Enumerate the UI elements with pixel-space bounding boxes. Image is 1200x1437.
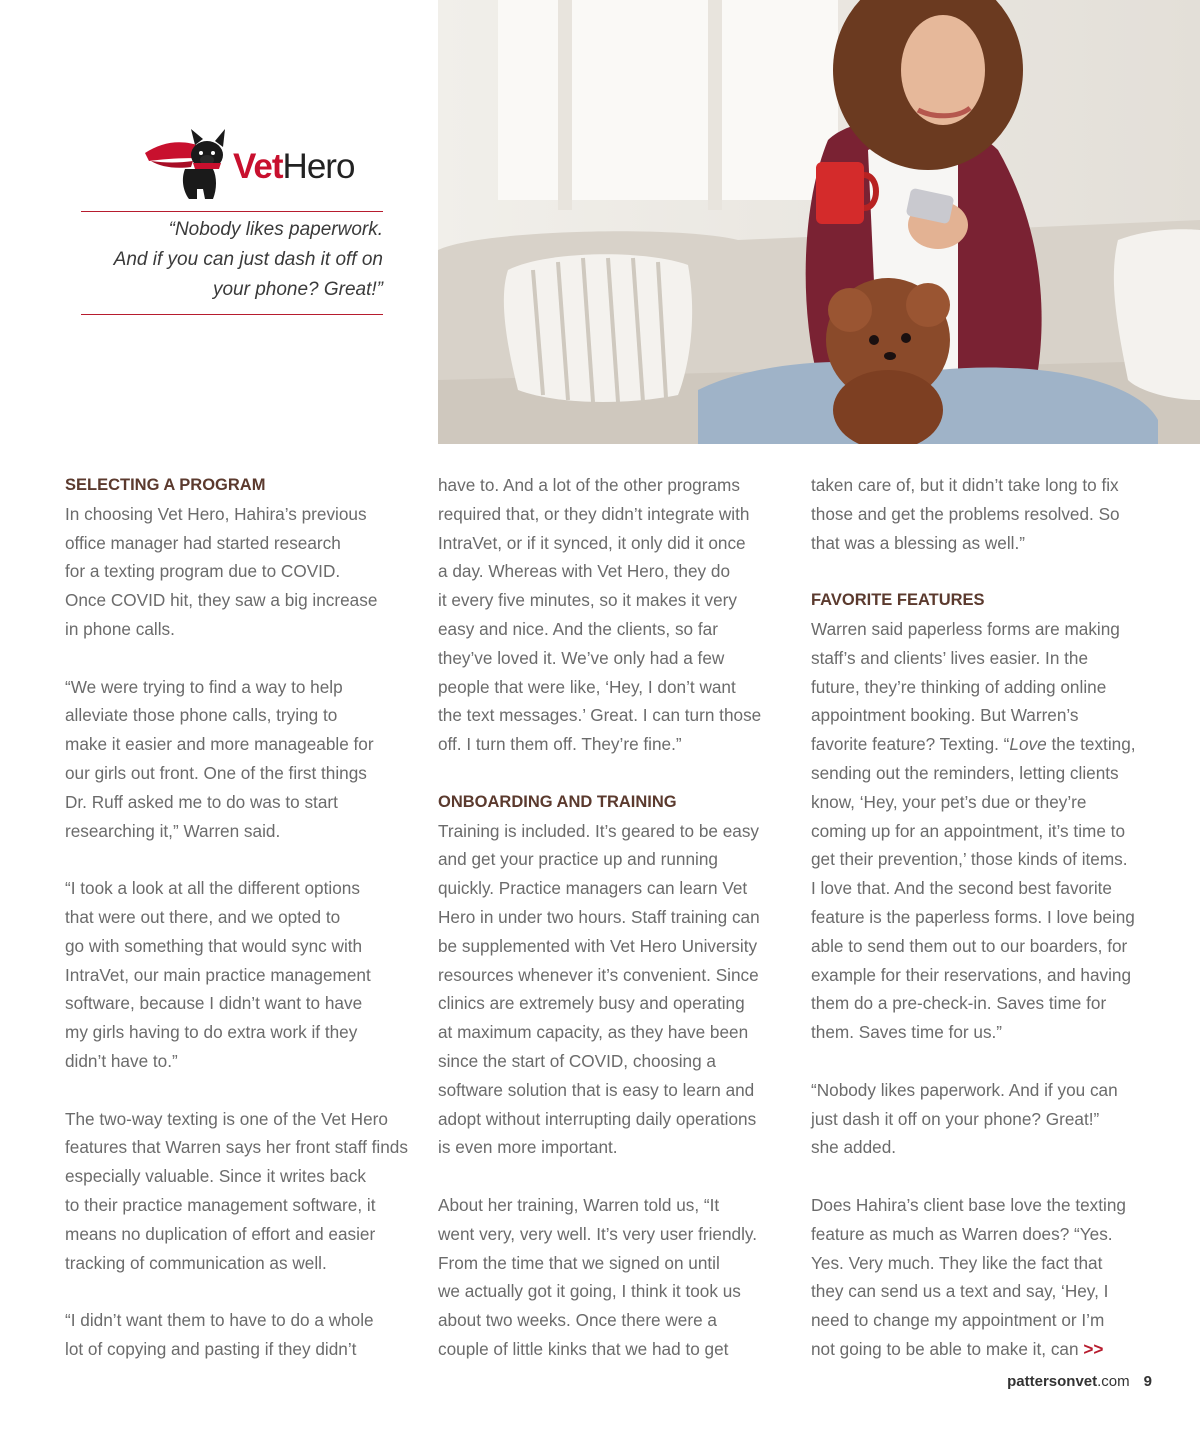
text-line: lot of copying and pasting if they didn’t: [65, 1338, 357, 1359]
text-line: that were out there, and we opted to: [65, 906, 341, 927]
footer-site-name: pattersonvet: [1007, 1373, 1098, 1390]
text-line: not going to be able to make it, can >>: [811, 1338, 1104, 1359]
text-line: coming up for an appointment, it’s time to: [811, 820, 1125, 841]
text-line: them do a pre-check-in. Saves time for: [811, 993, 1107, 1014]
paragraph-gap: [811, 1162, 1156, 1191]
text-line: those and get the problems resolved. So: [811, 503, 1120, 524]
text-line: didn’t have to.”: [65, 1050, 178, 1071]
paragraph-gap: [811, 557, 1156, 586]
text-line: “Nobody likes paperwork. And if you can: [811, 1079, 1118, 1100]
column-3: [811, 471, 1156, 1364]
text-line: “I took a look at all the different options: [65, 878, 360, 899]
page-number: 9: [1143, 1373, 1152, 1390]
text-line: Training is included. It’s geared to be easy: [438, 820, 760, 841]
text-line: researching it,” Warren said.: [65, 820, 281, 841]
text-line: IntraVet, or if it synced, it only did it once: [438, 532, 746, 553]
text-line: feature is the paperless forms. I love being: [811, 906, 1135, 927]
logo-vet: Vet: [233, 147, 283, 186]
text-line: Once COVID hit, they saw a big increase: [65, 590, 378, 611]
text-line: be supplemented with Vet Hero University: [438, 935, 758, 956]
text-line: sending out the reminders, letting clients: [811, 762, 1119, 783]
text-line: about two weeks. Once there were a: [438, 1310, 717, 1331]
logo-hero: Hero: [282, 147, 355, 186]
text-line: able to send them out to our boarders, for: [811, 935, 1128, 956]
text-line: favorite feature? Texting. “Love the texting,: [811, 734, 1136, 755]
text-line: office manager had started research: [65, 532, 341, 553]
text-line: appointment booking. But Warren’s: [811, 705, 1079, 726]
text-line: The two-way texting is one of the Vet Hero: [65, 1108, 388, 1129]
text-line: IntraVet, our main practice management: [65, 964, 371, 985]
paragraph-gap: [438, 1162, 783, 1191]
text-line: they’ve loved it. We’ve only had a few: [438, 647, 725, 668]
text-line: staff’s and clients’ lives easier. In the: [811, 647, 1089, 668]
paragraph-gap: [65, 644, 410, 673]
text-line: we actually got it going, I think it took us: [438, 1281, 741, 1302]
logo-wordmark: [233, 147, 354, 187]
text-line: in phone calls.: [65, 618, 175, 639]
text-line: go with something that would sync with: [65, 935, 363, 956]
emphasis: Love: [1009, 734, 1047, 755]
text-line: adopt without interrupting daily operations: [438, 1108, 757, 1129]
text-line: software, because I didn’t want to have: [65, 993, 363, 1014]
text-line: people that were like, ‘Hey, I don’t want: [438, 676, 736, 697]
caped-dog-icon: [145, 127, 235, 205]
section-heading: SELECTING A PROGRAM: [65, 476, 266, 494]
text-line: off. I turn them off. They’re fine.”: [438, 734, 682, 755]
pull-quote-line: And if you can just dash it off on: [113, 249, 383, 270]
text-line: went very, very well. It’s very user friendly.: [438, 1223, 758, 1244]
paragraph-gap: [65, 1277, 410, 1306]
text-line: software solution that is easy to learn and: [438, 1079, 755, 1100]
text-line: the text messages.’ Great. I can turn those: [438, 705, 762, 726]
paragraph-gap: [811, 1047, 1156, 1076]
text-line: About her training, Warren told us, “It: [438, 1194, 720, 1215]
text-line: taken care of, but it didn’t take long to fix: [811, 475, 1119, 495]
text-line: know, ‘Hey, your pet’s due or they’re: [811, 791, 1087, 812]
hero-photo: [438, 0, 1200, 444]
text-line: it every five minutes, so it makes it very: [438, 590, 737, 611]
column-1: [65, 471, 410, 1364]
text-line: and get your practice up and running: [438, 849, 718, 870]
text-line: I love that. And the second best favorite: [811, 878, 1112, 899]
text-line: at maximum capacity, as they have been: [438, 1022, 749, 1043]
footer-site-tld: .com: [1097, 1373, 1130, 1390]
text-line: a day. Whereas with Vet Hero, they do: [438, 561, 731, 582]
text-line: she added.: [811, 1137, 897, 1158]
text-line: tracking of communication as well.: [65, 1252, 327, 1273]
pull-quote-line: “Nobody likes paperwork.: [168, 219, 383, 240]
text-line: easy and nice. And the clients, so far: [438, 618, 718, 639]
text-line: “We were trying to find a way to help: [65, 676, 343, 697]
text-line: they can send us a text and say, ‘Hey, I: [811, 1281, 1109, 1302]
text-line: my girls having to do extra work if they: [65, 1022, 358, 1043]
continue-arrow: >>: [1083, 1338, 1104, 1359]
text-line: get their prevention,’ those kinds of items.: [811, 849, 1128, 870]
page-footer: [1007, 1373, 1152, 1390]
text-line: resources whenever it’s convenient. Since: [438, 964, 759, 985]
text-line: is even more important.: [438, 1137, 618, 1158]
column-2: [438, 471, 783, 1364]
text-line: means no duplication of effort and easier: [65, 1223, 376, 1244]
text-line: have to. And a lot of the other programs: [438, 475, 740, 495]
paragraph-gap: [65, 845, 410, 874]
paragraph-gap: [65, 1076, 410, 1105]
text-line: From the time that we signed on until: [438, 1252, 720, 1273]
text-line: to their practice management software, it: [65, 1194, 376, 1215]
text-line: that was a blessing as well.”: [811, 532, 1025, 553]
text-line: need to change my appointment or I’m: [811, 1310, 1105, 1331]
text-line: required that, or they didn’t integrate with: [438, 503, 750, 524]
vet-hero-logo: [145, 127, 385, 205]
pull-quote: [81, 215, 383, 305]
text-line: them. Saves time for us.”: [811, 1022, 1003, 1043]
text-line: make it easier and more manageable for: [65, 734, 374, 755]
woman-with-dog-photo: [438, 0, 1200, 444]
text-line: just dash it off on your phone? Great!”: [811, 1108, 1100, 1129]
text-line: Does Hahira’s client base love the texting: [811, 1194, 1126, 1215]
text-line: feature as much as Warren does? “Yes.: [811, 1223, 1113, 1244]
section-heading: FAVORITE FEATURES: [811, 591, 985, 610]
text-line: “I didn’t want them to have to do a whole: [65, 1310, 374, 1331]
quote-bottom-rule: [81, 314, 383, 315]
text-line: especially valuable. Since it writes back: [65, 1166, 366, 1187]
text-line: for a texting program due to COVID.: [65, 561, 341, 582]
quote-top-rule: [81, 211, 383, 212]
text-line: In choosing Vet Hero, Hahira’s previous: [65, 503, 367, 524]
text-line: features that Warren says her front staff finds: [65, 1137, 408, 1158]
text-line: Hero in under two hours. Staff training can: [438, 906, 760, 927]
pull-quote-line: your phone? Great!”: [212, 279, 383, 300]
text-line: Dr. Ruff asked me to do was to start: [65, 791, 338, 812]
text-line: our girls out front. One of the first things: [65, 762, 367, 783]
text-line: quickly. Practice managers can learn Vet: [438, 878, 748, 899]
text-line: example for their reservations, and having: [811, 964, 1132, 985]
section-heading: ONBOARDING AND TRAINING: [438, 792, 677, 811]
text-line: Yes. Very much. They like the fact that: [811, 1252, 1103, 1273]
text-line: since the start of COVID, choosing a: [438, 1050, 716, 1071]
paragraph-gap: [438, 759, 783, 788]
text-line: couple of little kinks that we had to get: [438, 1338, 729, 1359]
text-line: clinics are extremely busy and operating: [438, 993, 745, 1014]
text-line: Warren said paperless forms are making: [811, 618, 1120, 639]
text-line: future, they’re thinking of adding online: [811, 676, 1107, 697]
text-line: alleviate those phone calls, trying to: [65, 705, 338, 726]
